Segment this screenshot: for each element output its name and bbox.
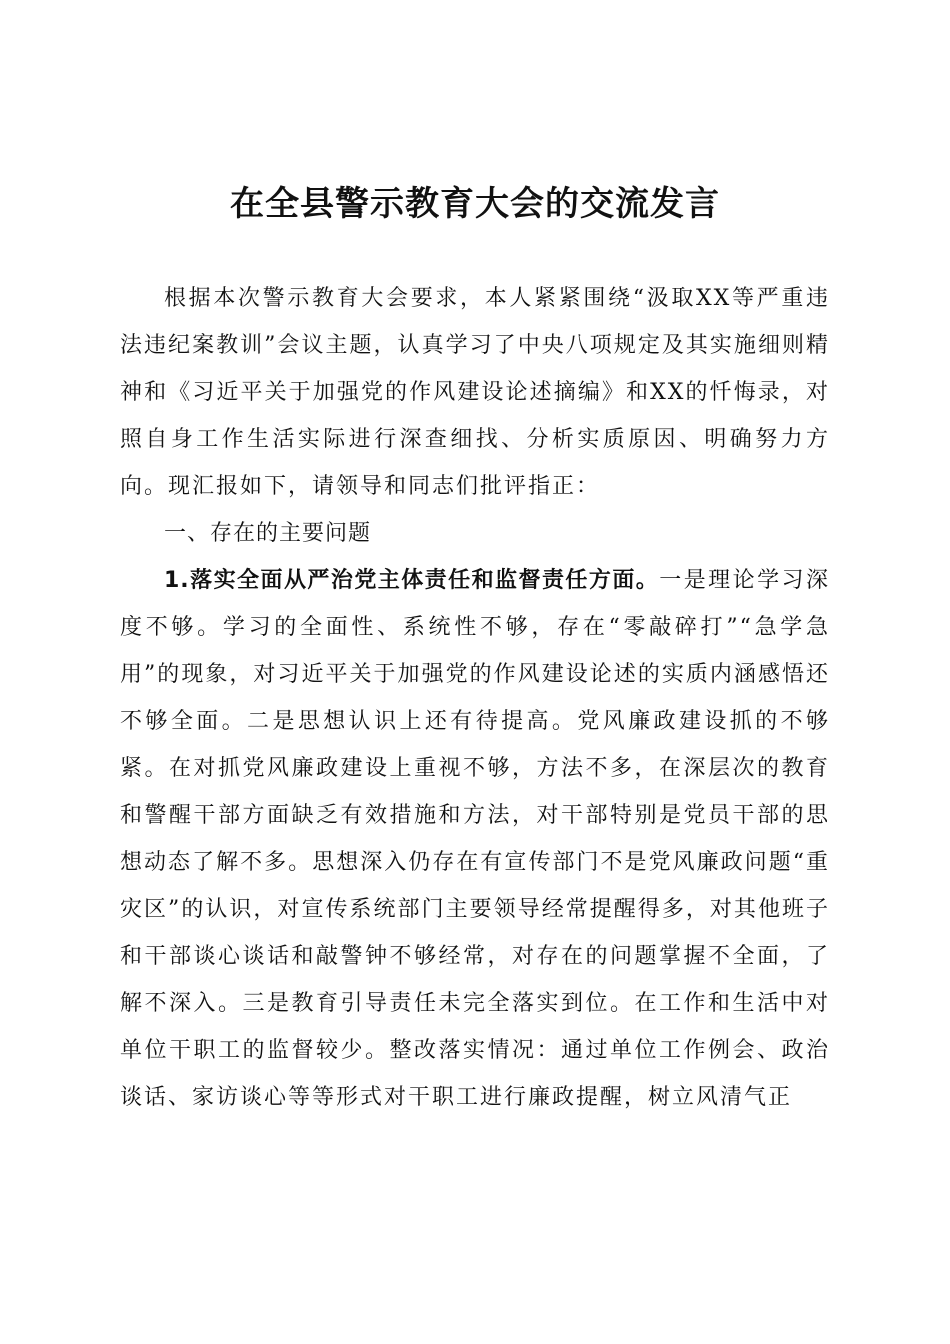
section-heading: 一、存在的主要问题 — [164, 521, 372, 546]
item-one-text: 一是理论学习深度不够。学习的全面性、系统性不够，存在“零敲碎打”“急学急用”的现象，对习近平关于加强党的作风建设论述的实质内涵感悟还不够全面。二是思想认识上还有待提高。党风廉政建设抓的不够紧。在对抓党风廉政建设上重视不够，方法不多，在深层次的教育和警醒干部方面缺乏有效措施和方法，对干部特别是党员干部的思想动态了解不多。思想深入仍存在有宣传部门不是党风廉政问题“重灾区”的认识，对宣传系统部门主要领导经常提醒得多，对其他班子和干部谈心谈话和敲警钟不够经常，对存在的问题掌握不全面，了解不深入。三是教育引导责任未完全落实到位。在工作和生活中对单位干职工的监督较少。整改落实情况：通过单位工作例会、政治谈话、家访谈心等等形式对干职工进行廉政提醒，树立风清气正 — [120, 568, 830, 1110]
document-title: 在全县警示教育大会的交流发言 — [230, 184, 720, 224]
item-one-lead: 1.落实全面从严治党主体责任和监督责任方面。 — [164, 568, 660, 593]
item-one-paragraph — [120, 557, 830, 1121]
intro-paragraph: 根据本次警示教育大会要求，本人紧紧围绕“汲取XX等严重违法违纪案教训”会议主题，认真学习了中央八项规定及其实施细则精神和《习近平关于加强党的作风建设论述摘编》和XX的忏悔录，对照自身工作生活实际进行深查细找、分析实质原因、明确努力方向。现汇报如下，请领导和同志们批评指正： — [120, 286, 830, 499]
document-body — [120, 275, 830, 1121]
